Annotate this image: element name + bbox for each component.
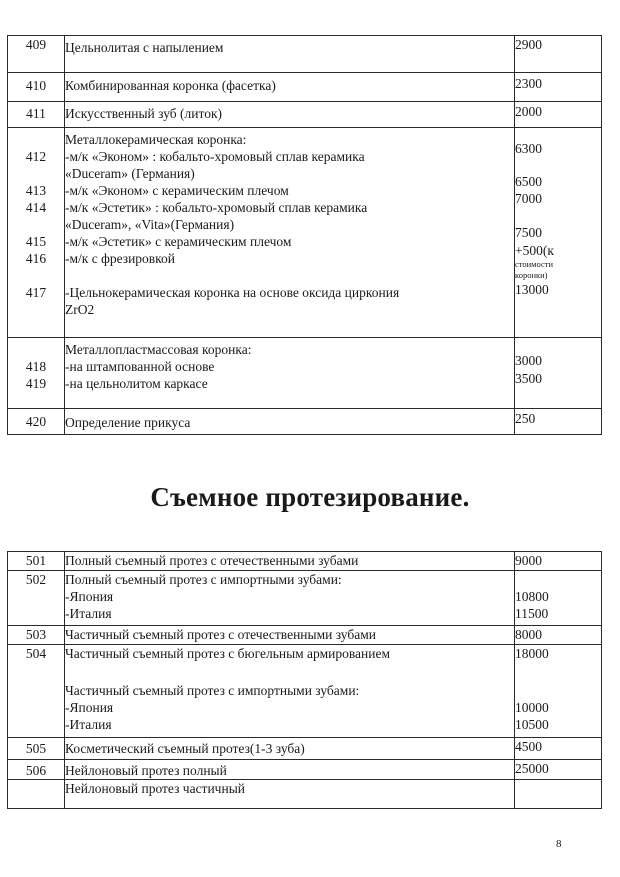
service-name: Косметический съемный протез(1-3 зуба) [65,738,515,760]
price-table-fixed-prosthetics [7,35,602,435]
service-code: 505 [8,738,65,760]
table-row [8,73,602,102]
service-name: Нейлоновый протез полный [65,760,515,780]
service-codes: 418 419 [8,338,65,409]
service-price: 25000 [515,760,602,780]
service-name: Комбинированная коронка (фасетка) [65,73,515,102]
service-price: 4500 [515,738,602,760]
service-code [8,780,65,809]
table-row [8,552,602,571]
service-name: Частичный съемный протез с отечественными зубами [65,626,515,645]
service-name: Цельнолитая с напылением [65,36,515,73]
service-price [515,780,602,809]
service-name: Нейлоновый протез частичный [65,780,515,809]
service-names: Металлопластмассовая коронка: -на штампованной основе -на цельнолитом каркасе [65,338,515,409]
table-row [8,571,602,626]
service-codes: 412 413 414 415 416 417 [8,128,65,338]
service-code: 502 [8,571,65,626]
service-names: Металлокерамическая коронка: -м/к «Эконом» : кобальто-хромовый сплав керамика «Duceram» (Германия) -м/к «Эконом» с керамическим плечом -м/к «Эстетик» : кобальто-хромовый сплав керамика «Duceram», «Vita»(Германия) -м/к «Эстетик» с керамическим плечом -м/к с фрезировкой -Цельнокерамическая коронка на основе оксида циркония ZrO2 [65,128,515,338]
service-name: Искусственный зуб (литок) [65,102,515,128]
table-row [8,626,602,645]
page-number: 8 [556,838,562,850]
table-row [8,760,602,780]
service-name: Полный съемный протез с отечественными зубами [65,552,515,571]
service-code: 410 [8,73,65,102]
table-row [8,36,602,73]
section-title: Съемное протезирование. [150,482,470,512]
service-code: 409 [8,36,65,73]
table-row [8,409,602,435]
service-price: 9000 [515,552,602,571]
service-names: Полный съемный протез с импортными зубами: -Япония -Италия [65,571,515,626]
service-name: Определение прикуса [65,409,515,435]
price-table-removable-prosthetics [7,551,602,809]
table-row [8,738,602,760]
table-row [8,780,602,809]
service-price: 2000 [515,102,602,128]
service-code: 420 [8,409,65,435]
service-code: 503 [8,626,65,645]
service-code: 504 [8,645,65,738]
service-prices: 3000 3500 [515,338,602,409]
service-prices: 10800 11500 [515,571,602,626]
table-row [8,102,602,128]
service-code: 501 [8,552,65,571]
table-row [8,645,602,738]
service-price: 2900 [515,36,602,73]
service-code: 411 [8,102,65,128]
service-prices: 6300 6500 7000 7500 +500(к стоимости коронки) 13000 [515,128,602,338]
service-price: 250 [515,409,602,435]
table-row-metal-ceramic [8,128,602,338]
service-names: Частичный съемный протез с бюгельным армированием Частичный съемный протез с импортными зубами: -Япония -Италия [65,645,515,738]
service-price: 2300 [515,73,602,102]
service-code: 506 [8,760,65,780]
table-row-metal-plastic [8,338,602,409]
service-price: 8000 [515,626,602,645]
service-prices: 18000 10000 10500 [515,645,602,738]
